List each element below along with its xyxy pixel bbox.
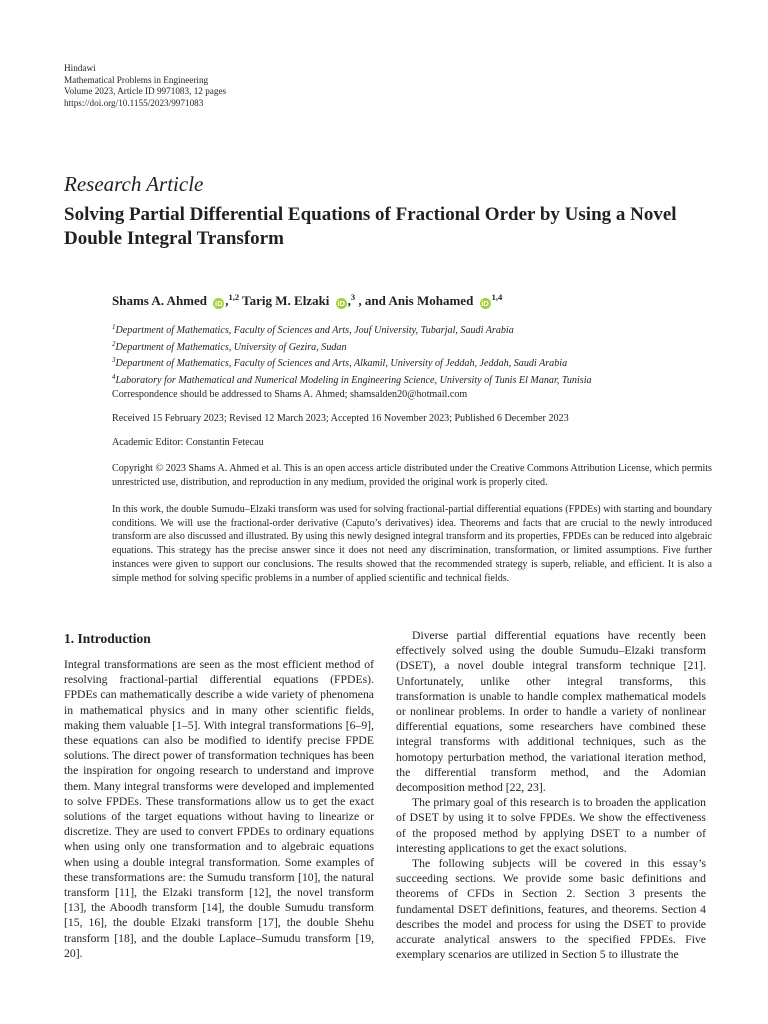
affiliation-sup: 4 xyxy=(112,372,116,381)
author-affiliation-sup: 3 xyxy=(350,292,356,302)
author-separator: , xyxy=(225,293,229,308)
affiliation-sup: 1 xyxy=(112,323,116,331)
abstract: In this work, the double Sumudu–Elzaki transform was used for solving fractional-partial differential equations (FPDEs) with starting and boundary conditions. We will use the fractional-order derivative (Caputo’s derivatives) idea. Theorems and facts that are crucial to the newly introduced transform are also discussed and illustrated. By using this newly designed integral transform and its properties, FPDEs can be reduced into algebraic equations. This strategy has the precise answer since it does not need any discrimination, transformation, or limited assumptions. Five further instances were given to support our conclusions. The results showed that the recommended strategy is superb, reliable, and efficient. It is also a simple method for solving specific problems in a number of applied scientific and technical fields. xyxy=(112,504,712,584)
affiliation-text: Department of Mathematics, Faculty of Sciences and Arts, Jouf University, Tubarjal, Saudi Arabia xyxy=(115,325,514,336)
author-name[interactable]: Shams A. Ahmed xyxy=(112,293,207,308)
affiliation-item xyxy=(112,354,592,371)
paragraph: The primary goal of this research is to broaden the application of DSET by using it to solve FPDEs. We show the effectiveness of the proposed method by applying DSET to a number of interesting applications to get the exact solutions. xyxy=(396,796,706,855)
affiliations xyxy=(112,321,592,387)
affiliation-item xyxy=(112,338,592,355)
author-affiliation-sup: 1,4 xyxy=(491,292,503,302)
article-title: Solving Partial Differential Equations of Fractional Order by Using a Novel Double Integral Transform xyxy=(64,204,677,249)
author-affiliation-sup: 1,2 xyxy=(228,292,240,302)
author-separator: , and xyxy=(358,293,386,308)
article-type: Research Article xyxy=(64,172,204,196)
affiliation-text: Department of Mathematics, University of Gezira, Sudan xyxy=(115,341,347,353)
paragraph: Integral transformations are seen as the most efficient method of resolving fractional-partial differential equations (FPDEs). FPDEs can mathematically describe a wide variety of phenomena in mathematical physics and in many other scientific fields, making them valuable [1–5]. With integral transformations [6–9], these equations can also be modified to identify precise FPDE solutions. The direct power of transformation techniques has been the inspiration for ongoing research to understand and improve them. Many integral transforms were developed and implemented to solve FPDEs. These transformations allow us to get the exact solutions of the target equations without having to linearize or discretize. They are used to convert FPDEs to ordinary equations when using only one transformation and to algebraic equations when using a double integral transformation. Some examples of these transformations are: the Sumudu transform [10], the natural transform [11], the Elzaki transform [12], the novel transform [13], the Aboodh transform [14], the double Sumudu transform [15, 16], the double Elzaki transform [17], the double Shehu transform [18], and the double Laplace–Sumudu transform [19, 20]. xyxy=(64,658,374,960)
author-separator: , xyxy=(347,293,351,308)
publisher: Hindawi xyxy=(64,63,96,73)
paragraph: The following subjects will be covered in this essay’s succeeding sections. We provide some basic definitions and theorems of CFDs in Section 2. Section 3 presents the fundamental DSET definitions, features, and theorems. Section 4 describes the model and process for using the DSET to provide accurate analytical answers to the specified FPDEs. Five exemplary scenarios are utilized in Section 5 to illustrate the xyxy=(396,857,706,962)
correspondence: Correspondence should be addressed to Shams A. Ahmed; shamsalden20@hotmail.com xyxy=(112,389,468,400)
affiliation-text: Department of Mathematics, Faculty of Sciences and Arts, Alkamil, University of Jeddah, Jeddah, Saudi Arabia xyxy=(115,358,568,370)
academic-editor: Academic Editor: Constantin Fetecau xyxy=(112,437,264,448)
affiliation-text: Laboratory for Mathematical and Numerical Modeling in Engineering Science, University of Tunis El Manar, Tunisia xyxy=(115,374,592,386)
volume-info: Volume 2023, Article ID 9971083, 12 pages xyxy=(64,86,227,96)
right-column xyxy=(396,628,706,962)
journal-metadata xyxy=(64,63,226,109)
author-name[interactable]: Anis Mohamed xyxy=(388,293,474,308)
author-name[interactable]: Tarig M. Elzaki xyxy=(242,293,330,308)
affiliation-item xyxy=(112,321,592,338)
section-heading: 1. Introduction xyxy=(64,631,151,646)
author-list xyxy=(112,292,502,309)
publication-dates: Received 15 February 2023; Revised 12 March 2023; Accepted 16 November 2023; Published 6 December 2023 xyxy=(112,413,569,424)
journal-name: Mathematical Problems in Engineering xyxy=(64,74,209,85)
affiliation-sup: 2 xyxy=(112,339,116,348)
orcid-icon[interactable]: iD xyxy=(481,299,489,308)
affiliation-sup: 3 xyxy=(112,356,116,365)
paragraph: Diverse partial differential equations have recently been effectively solved using the double Sumudu–Elzaki transform (DSET), a novel double integral transform technique [21]. Unfortunately, unlike other integral transforms, this transformation is unable to handle complex mathematical models or nonlinear problems. In order to handle a variety of nonlinear differential equations, some researchers have combined these integral transforms with additional techniques, such as the homotopy perturbation method, the variational iteration method, the differential transform method, and the Adomian decomposition method [22, 23]. xyxy=(396,629,706,795)
copyright-notice: Copyright © 2023 Shams A. Ahmed et al. This is an open access article distributed under the Creative Commons Attribution License, which permits unrestricted use, distribution, and reproduction in any medium, provided the original work is properly cited. xyxy=(112,463,712,488)
affiliation-item xyxy=(112,371,592,388)
doi-link[interactable]: https://doi.org/10.1155/2023/9971083 xyxy=(64,97,204,108)
orcid-icon[interactable]: iD xyxy=(215,299,223,308)
left-column xyxy=(64,657,374,961)
orcid-icon[interactable]: iD xyxy=(337,299,345,308)
